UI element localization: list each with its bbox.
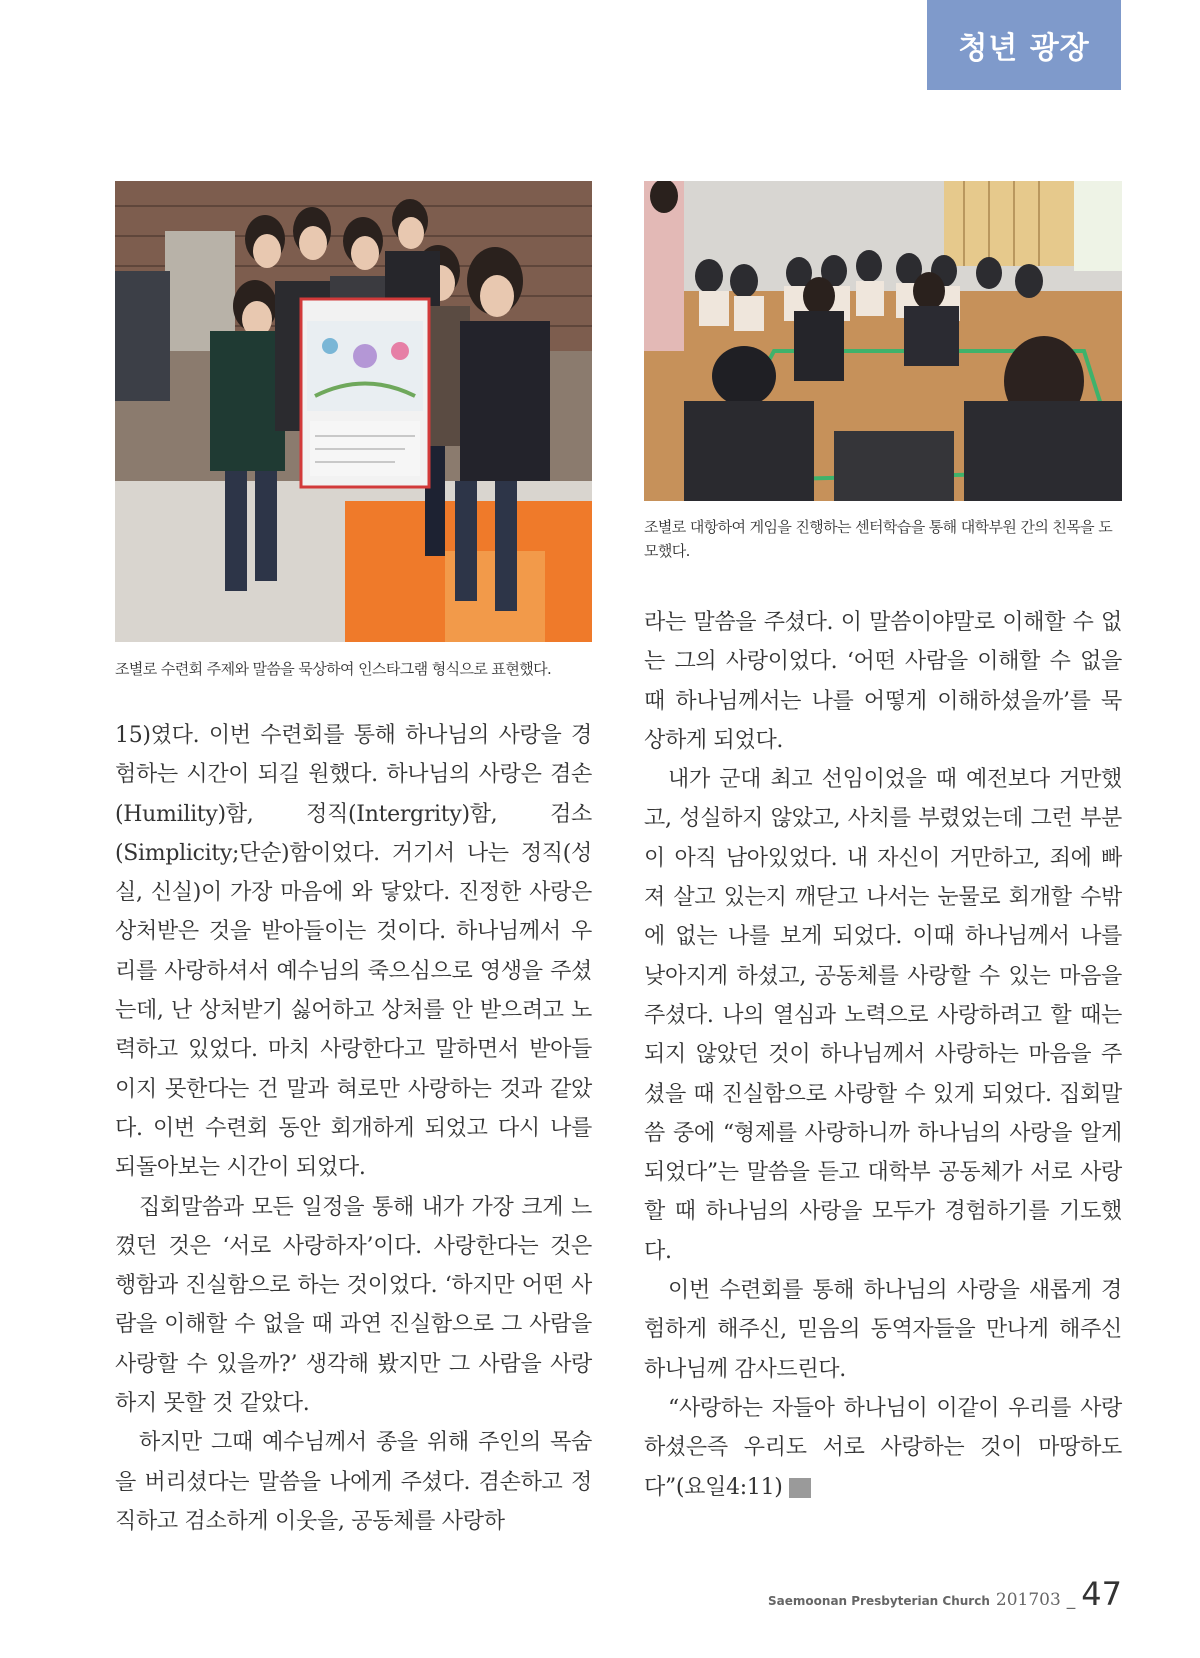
left-paragraph-1: 15)였다. 이번 수련회를 통해 하나님의 사랑을 경험하는 시간이 되길 원했다. 하나님의 사랑은 겸손(Humility)함, 정직(Intergrity)함, 검소(Simplicity;단순)함이었다. 거기서 나는 정직(성실, 신실)이 가장 마음에 와 닿았다. 진정한 사랑은 상처받은 것을 받아들이는 것이다. 하나님께서 우리를 사랑하셔서 예수님의 죽으심으로 영생을 주셨는데, 난 상처받기 싫어하고 상처를 안 받으려고 노력하고 있었다. 마치 사랑한다고 말하면서 받아들이지 못한다는 건 말과 혀로만 사랑하는 것과 같았다. 이번 수련회 동안 회개하게 되었고 다시 나를 되돌아보는 시간이 되었다. — [115, 723, 592, 1181]
right-text-column — [644, 603, 1122, 1507]
closing-verse: “사랑하는 자들아 하나님이 이같이 우리를 사랑하셨은즉 우리도 서로 사랑하는 것이 마땅하도다”(요일4:11) — [644, 1395, 1122, 1500]
footer-issue: 201703 — [995, 1590, 1061, 1610]
group-poster-photo — [115, 181, 592, 642]
page-footer — [768, 1575, 1122, 1615]
footer-church-name: Saemoonan Presbyterian Church — [768, 1594, 990, 1608]
group-game-photo — [644, 181, 1122, 501]
right-paragraph-2: 내가 군대 최고 선임이었을 때 예전보다 거만했고, 성실하지 않았고, 사치를 부렸었는데 그런 부분이 아직 남아있었다. 내 자신이 거만하고, 죄에 빠져 살고 있는지 깨닫고 나서는 눈물로 회개할 수밖에 없는 나를 보게 되었다. 이때 하나님께서 나를 낮아지게 하셨고, 공동체를 사랑할 수 있는 마음을 주셨다. 나의 열심과 노력으로 사랑하려고 할 때는 되지 않았던 것이 하나님께서 사랑하는 마음을 주셨을 때 진실함으로 사랑할 수 있게 되었다. 집회말씀 중에 “형제를 사랑하니까 하나님의 사랑을 알게 되었다”는 말씀을 듣고 대학부 공동체가 서로 사랑할 때 하나님의 사랑을 모두가 경험하기를 기도했다. — [644, 767, 1122, 1264]
footer-separator: _ — [1066, 1590, 1076, 1610]
section-tab: 청년 광장 — [927, 0, 1121, 90]
left-text-column — [115, 716, 592, 1541]
right-paragraph-3: 이번 수련회를 통해 하나님의 사랑을 새롭게 경험하게 해주신, 믿음의 동역자들을 만나게 해주신 하나님께 감사드린다. — [644, 1278, 1122, 1382]
right-photo-caption: 조별로 대항하여 게임을 진행하는 센터학습을 통해 대학부원 간의 친목을 도모했다. — [644, 518, 1113, 560]
left-paragraph-2: 집회말씀과 모든 일정을 통해 내가 가장 크게 느꼈던 것은 ‘서로 사랑하자’이다. 사랑한다는 것은 행함과 진실함으로 하는 것이었다. ‘하지만 어떤 사람을 이해할 수 없을 때 과연 진실함으로 그 사람을 사랑할 수 있을까?’ 생각해 봤지만 그 사람을 사랑하지 못할 것 같았다. — [115, 1194, 592, 1417]
article-end-mark: 세 — [789, 1478, 811, 1498]
page-number: 47 — [1081, 1575, 1122, 1613]
left-photo-caption: 조별로 수련회 주제와 말씀을 묵상하여 인스타그램 형식으로 표현했다. — [115, 660, 552, 678]
right-paragraph-1: 라는 말씀을 주셨다. 이 말씀이야말로 이해할 수 없는 그의 사랑이었다. ‘어떤 사람을 이해할 수 없을 때 하나님께서는 나를 어떻게 이해하셨을까’를 묵상하게 되었다. — [644, 610, 1122, 753]
left-paragraph-3: 하지만 그때 예수님께서 종을 위해 주인의 목숨을 버리셨다는 말씀을 나에게 주셨다. 겸손하고 정직하고 검소하게 이웃을, 공동체를 사랑하 — [115, 1430, 592, 1534]
right-paragraph-4 — [644, 1389, 1122, 1507]
